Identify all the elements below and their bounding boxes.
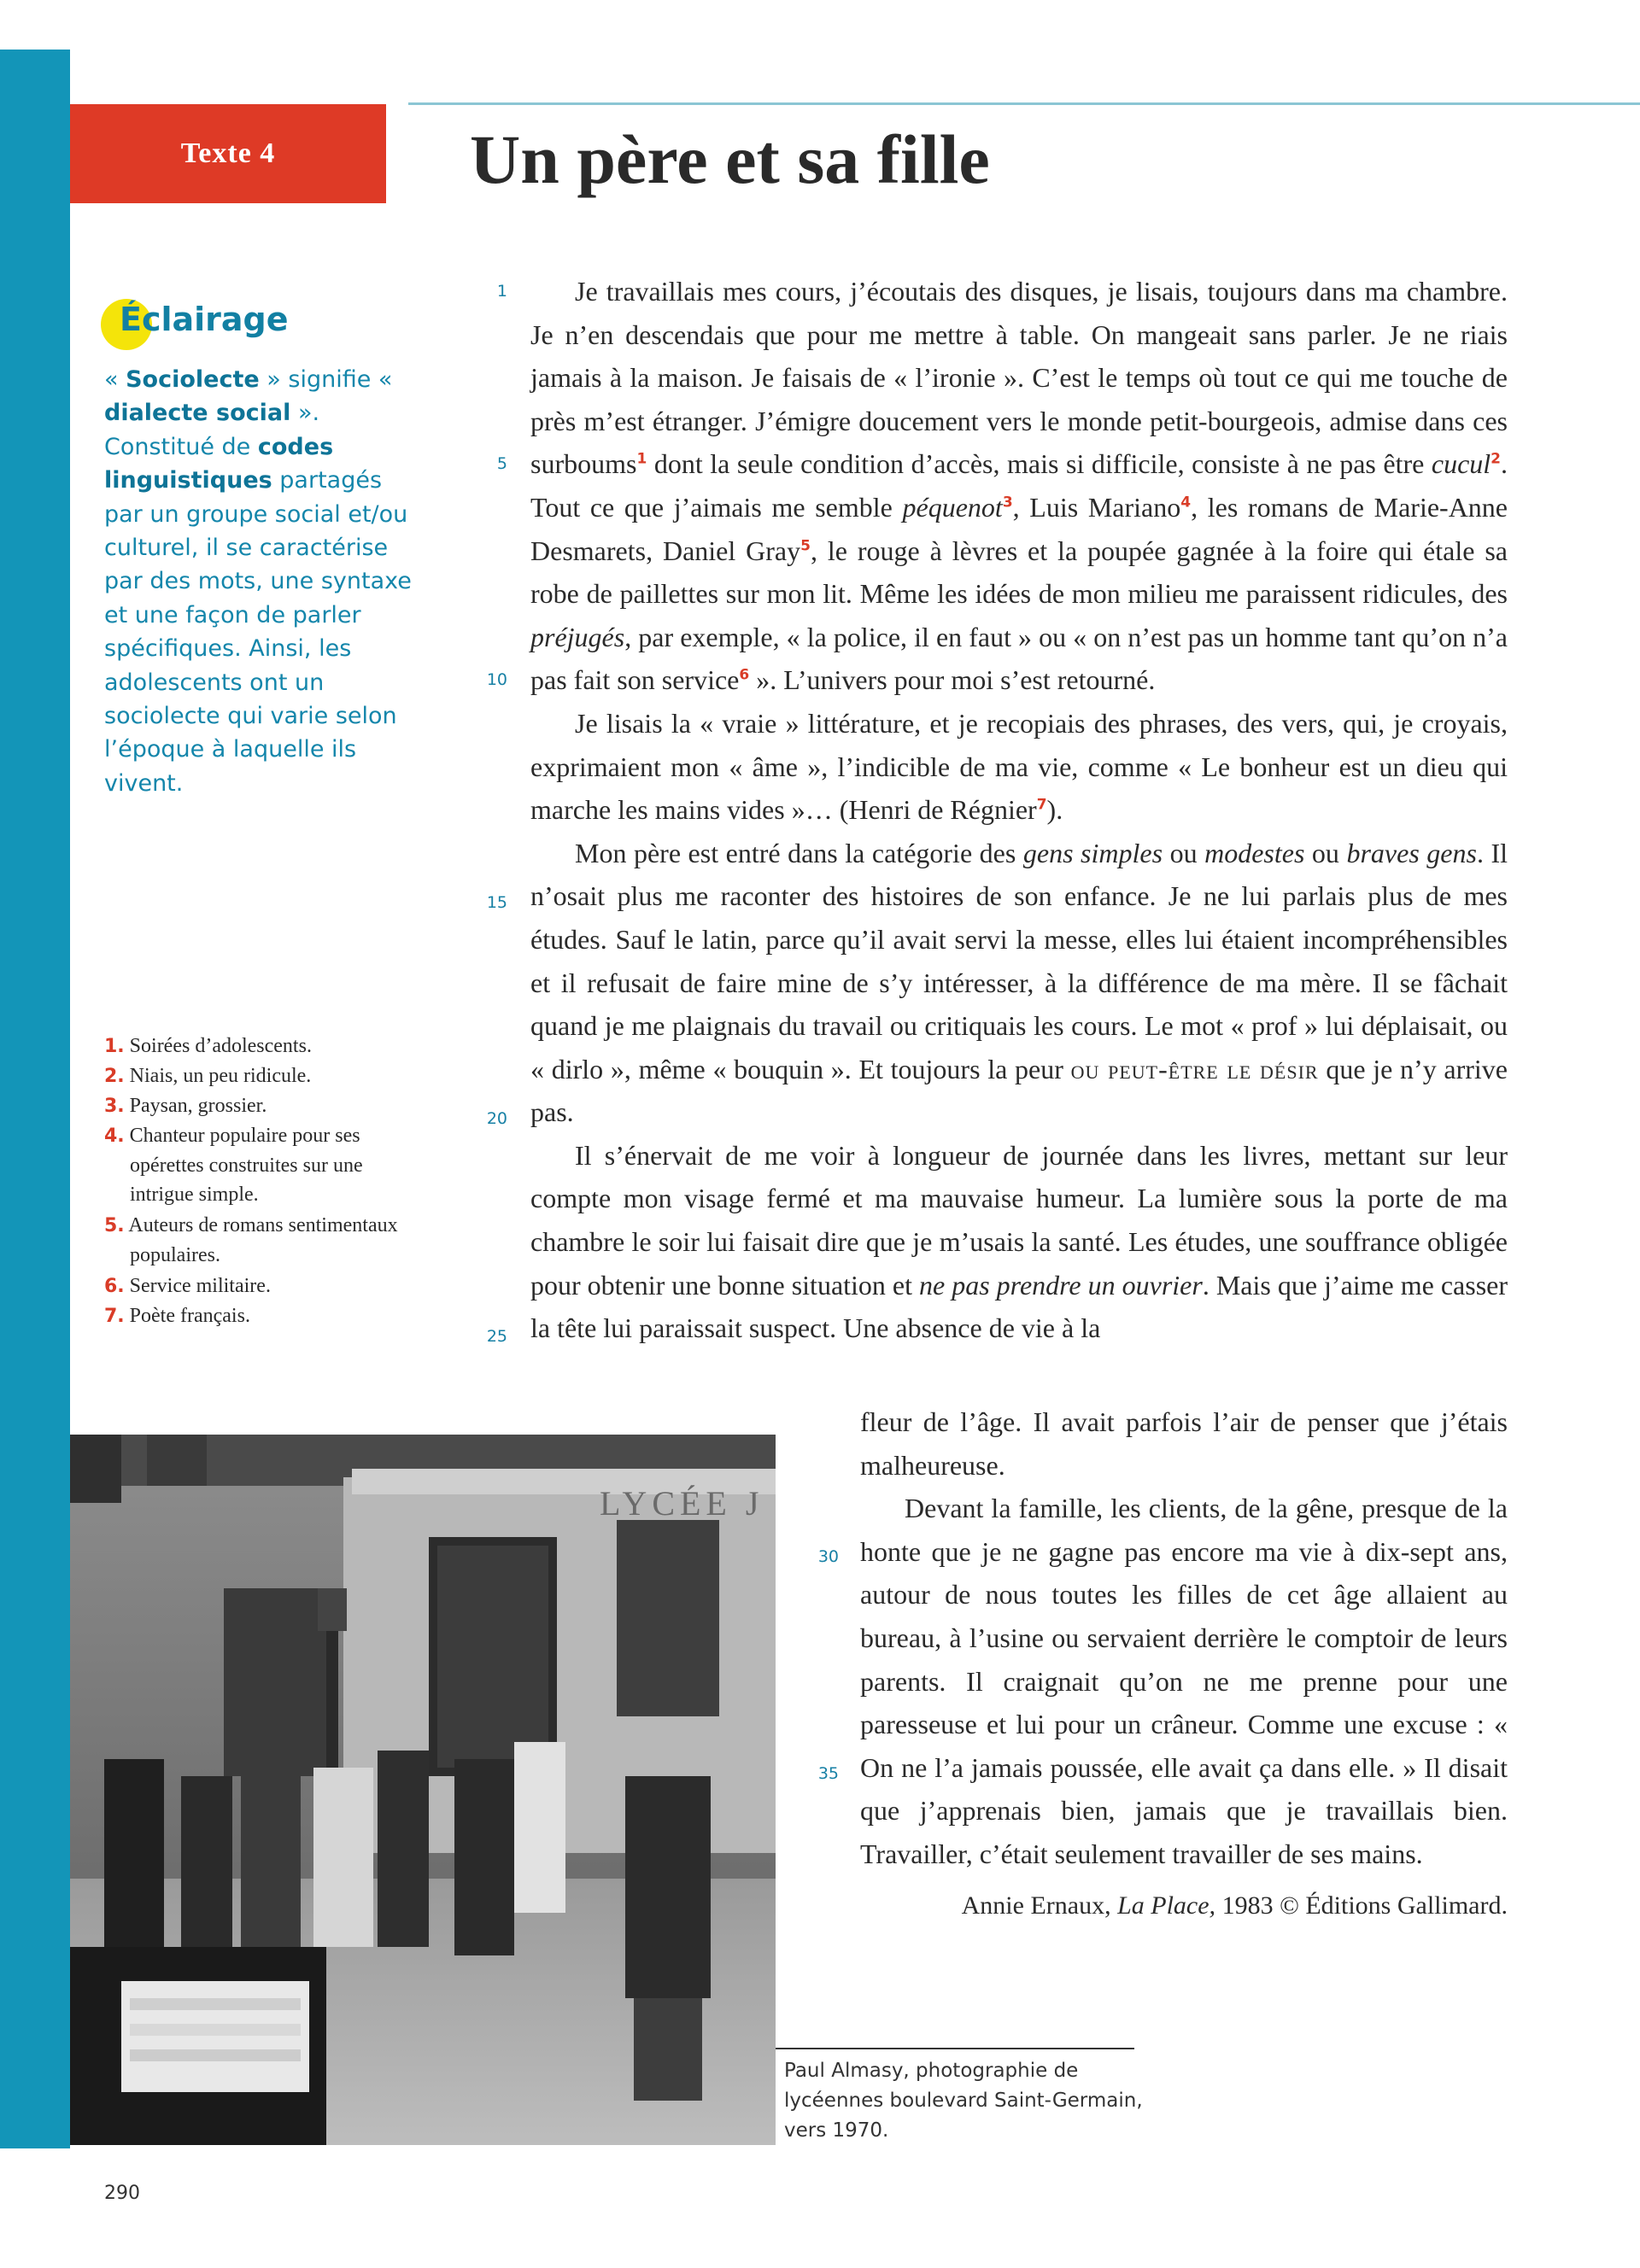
eclairage-text: ». bbox=[290, 400, 320, 427]
eclairage-title: Éclairage bbox=[120, 301, 289, 338]
paragraph bbox=[530, 270, 1508, 702]
footnote-number: 4. bbox=[104, 1125, 125, 1147]
paragraph bbox=[530, 832, 1508, 1134]
italic-word: gens simples bbox=[1022, 837, 1163, 868]
text-run: , les romans de Marie-Anne Desmarets, Daniel Gray bbox=[530, 491, 1508, 566]
paragraph bbox=[530, 1134, 1508, 1350]
italic-word: braves gens bbox=[1346, 837, 1477, 868]
text-label: Texte 4 bbox=[180, 137, 276, 169]
italic-word: modestes bbox=[1204, 837, 1305, 868]
footnote bbox=[104, 1121, 412, 1209]
caption-rule bbox=[776, 2048, 1134, 2049]
italic-word: cucul bbox=[1431, 448, 1491, 480]
eclairage-text: « bbox=[104, 366, 126, 393]
page-title: Un père et sa fille bbox=[470, 120, 990, 198]
text-run: . Mais que j’aime me casser la tête lui paraissait suspect. Une absence de vie à la bbox=[530, 1269, 1508, 1344]
line-number: 15 bbox=[486, 893, 507, 912]
footnote-ref: 3 bbox=[1002, 494, 1013, 511]
text-run: . Tout ce que j’aimais me semble bbox=[530, 448, 1508, 523]
text-run: Mon père est entré dans la catégorie des bbox=[575, 837, 1023, 868]
photograph bbox=[70, 1435, 776, 2145]
footnote-number: 3. bbox=[104, 1096, 125, 1117]
line-number: 1 bbox=[496, 282, 507, 301]
text-run: , par exemple, « la police, il en faut » ou « on n’est pas un homme tant qu’on n’a pas fait son service bbox=[530, 621, 1508, 696]
footnote-ref: 2 bbox=[1491, 450, 1501, 468]
photo-caption: Paul Almasy, photographie de lycéennes boulevard Saint-Germain, vers 1970. bbox=[784, 2060, 1143, 2142]
text-run: que je n’y arrive pas. bbox=[530, 1053, 1508, 1128]
footnote bbox=[104, 1301, 412, 1331]
line-number: 20 bbox=[486, 1109, 507, 1128]
italic-word: préjugés bbox=[530, 621, 625, 652]
page-number: 290 bbox=[104, 2183, 140, 2204]
footnote-number: 7. bbox=[104, 1306, 125, 1327]
attribution bbox=[860, 1885, 1508, 1928]
footnote bbox=[104, 1211, 412, 1270]
footnote bbox=[104, 1061, 412, 1091]
main-text-top bbox=[530, 270, 1508, 1350]
attribution-work: La Place, bbox=[1117, 1891, 1216, 1920]
line-number: 10 bbox=[486, 670, 507, 689]
footnote-ref: 1 bbox=[636, 450, 647, 468]
footnote-text: Poète français. bbox=[129, 1305, 250, 1327]
text-run: . Il n’osait plus me raconter des histoires de son enfance. Je ne lui parlais plus de mes études. Sauf le latin, parce qu’il avait servi la messe, elles lui étaient incompréhensibles et il refusait de faire mine de s’y intéresser, à la différence de ma mère. Il se fâchait quand je me plaignais du travail ou critiquais les cours. Le mot « prof » lui déplaisait, ou « dirlo », même « bouquin ». Et toujours la peur bbox=[530, 837, 1508, 1084]
footnote-text: Paysan, grossier. bbox=[129, 1095, 267, 1117]
text-run: ou bbox=[1304, 837, 1347, 868]
footnote-text: Niais, un peu ridicule. bbox=[129, 1065, 312, 1087]
text-run: dont la seule condition d’accès, mais si difficile, consiste à ne pas être bbox=[647, 448, 1432, 480]
footnote-text: Auteurs de romans sentimentaux populaires. bbox=[128, 1214, 398, 1266]
footnote-ref: 6 bbox=[739, 666, 750, 684]
paragraph bbox=[530, 702, 1508, 832]
eclairage-text: Constitué de bbox=[104, 433, 258, 460]
footnote-text: Service militaire. bbox=[129, 1275, 271, 1297]
footnote bbox=[104, 1091, 412, 1121]
paragraph: Devant la famille, les clients, de la gêne, presque de la honte que je ne gagne pas encore ma vie à dix-sept ans, autour de nous toutes les filles de cet âge allaient au bureau, à l’usine ou servaient derrière le comptoir de leurs parents. Il craignait qu’on ne me prenne pour une paresseuse et lui pour un crâneur. Comme une excuse : « On ne l’a jamais poussée, elle avait ça dans elle. » Il disait que j’apprenais bien, jamais que je travaillais bien. Travailler, c’était seulement travailler de ses mains. bbox=[860, 1493, 1508, 1869]
footnote-text: Chanteur populaire pour ses opérettes construites sur une intrigue simple. bbox=[129, 1125, 363, 1206]
footnote-ref: 5 bbox=[800, 536, 811, 554]
header-rule bbox=[408, 102, 1640, 105]
footnote-number: 2. bbox=[104, 1066, 125, 1087]
eclairage-text: » signifie « bbox=[259, 366, 393, 393]
text-run: ». L’univers pour moi s’est retourné. bbox=[749, 664, 1156, 696]
text-run: ). bbox=[1046, 794, 1063, 826]
footnote bbox=[104, 1271, 412, 1301]
photo-sign-text: LYCÉE J bbox=[600, 1484, 764, 1523]
side-color-band bbox=[0, 50, 70, 2148]
paragraph: fleur de l’âge. Il avait parfois l’air de penser que j’étais malheureuse. bbox=[860, 1406, 1508, 1481]
eclairage-text: partagés par un groupe social et/ou culturel, il se caractérise par des mots, une syntaxe et une façon de parler spécifiques. Ainsi, les adolescents ont un sociolecte qui varie selon l’époque à laquelle ils vivent. bbox=[104, 467, 412, 797]
text-run: Je lisais la « vraie » littérature, et je recopiais des phrases, des vers, qui, je croyais, exprimaient mon « âme », l’indicible de ma vie, comme « Le bonheur est un dieu qui marche les mains vides »… (Henri de Régnier bbox=[530, 707, 1508, 826]
small-caps-phrase: ou peut-être le désir bbox=[1070, 1053, 1319, 1084]
italic-word: péquenot bbox=[902, 491, 1003, 523]
line-number: 35 bbox=[817, 1764, 839, 1783]
line-number: 30 bbox=[817, 1547, 839, 1566]
photograph-illustration bbox=[70, 1435, 776, 2145]
text-run: Il s’énervait de me voir à longueur de journée dans les livres, mettant sur leur compte mon visage fermé et ma mauvaise humeur. La lumière sous la porte de ma chambre le soir lui faisait dire que je m’usais la santé. Les études, une souffrance obligée pour obtenir une bonne situation et bbox=[530, 1139, 1508, 1301]
footnote bbox=[104, 1032, 412, 1061]
eclairage-body bbox=[104, 363, 412, 800]
text-run: Je travaillais mes cours, j’écoutais des disques, je lisais, toujours dans ma chambre. Je n’en descendais que pour me mettre à table. On mangeait sans parler. Je ne riais jamais à la maison. Je faisais de « l’ironie ». C’est le temps où tout ce qui me touche de près m’est étranger. J’émigre doucement vers le monde petit-bourgeois, admise dans ces surboums bbox=[530, 276, 1508, 480]
text-run: , le rouge à lèvres et la poupée gagnée à la foire qui étale sa robe de paillettes sur mon lit. Même les idées de mon milieu me paraissent ridicules, des bbox=[530, 535, 1508, 610]
attribution-rest: 1983 © Éditions Gallimard. bbox=[1215, 1891, 1508, 1920]
text-run: , Luis Mariano bbox=[1012, 491, 1181, 523]
footnote-ref: 7 bbox=[1036, 796, 1047, 814]
line-number: 5 bbox=[496, 454, 507, 473]
footnote-number: 1. bbox=[104, 1036, 125, 1057]
footnote-text: Soirées d’adolescents. bbox=[129, 1035, 312, 1057]
main-text-bottom bbox=[860, 1400, 1508, 1927]
eclairage-term: codes linguistiques bbox=[104, 433, 334, 494]
eclairage-term: Sociolecte bbox=[126, 366, 260, 393]
attribution-author: Annie Ernaux, bbox=[961, 1891, 1118, 1920]
eclairage-term: dialecte social bbox=[104, 400, 291, 427]
line-number: 25 bbox=[486, 1327, 507, 1346]
footnotes-list bbox=[104, 1032, 412, 1331]
footnote-number: 6. bbox=[104, 1276, 125, 1297]
footnote-ref: 4 bbox=[1180, 494, 1192, 511]
italic-phrase: ne pas prendre un ouvrier bbox=[919, 1269, 1203, 1301]
text-run: ou bbox=[1163, 837, 1205, 868]
footnote-number: 5. bbox=[104, 1215, 125, 1236]
